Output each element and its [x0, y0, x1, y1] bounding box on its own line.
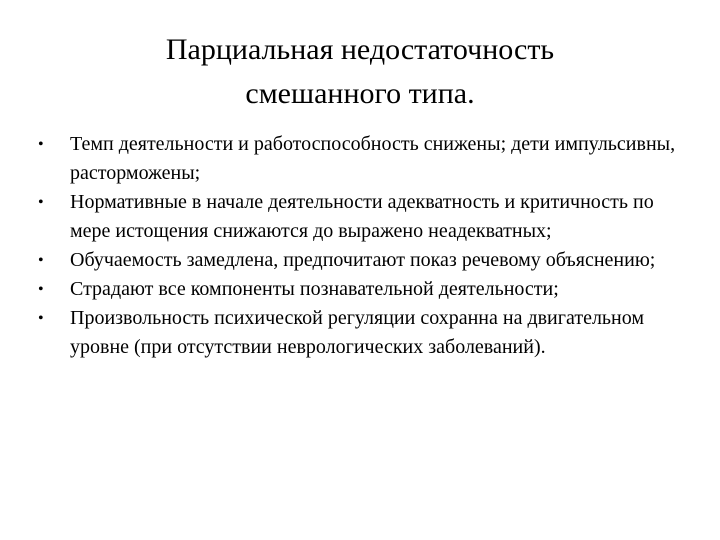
slide-title-line-1: Парциальная недостаточность — [165, 33, 555, 66]
bullet-text: Страдают все компоненты познавательной деятельности; — [70, 278, 559, 300]
bullet-list — [36, 130, 686, 362]
slide-title — [60, 28, 660, 116]
bullet-item — [36, 188, 686, 246]
bullet-item — [36, 130, 686, 188]
bullet-icon: • — [38, 136, 44, 153]
bullet-icon: • — [38, 252, 44, 269]
bullet-text: Нормативные в начале деятельности адекватность и критичность по мере истощения снижаются до выражено неадекватных; — [70, 191, 654, 242]
bullet-icon: • — [38, 194, 44, 211]
bullet-text: Произвольность психической регуляции сохранна на двигательном уровне (при отсутствии неврологических заболеваний). — [70, 307, 645, 358]
bullet-icon: • — [38, 310, 44, 327]
bullet-text: Обучаемость замедлена, предпочитают показ речевому объяснению; — [70, 249, 656, 271]
bullet-text: Темп деятельности и работоспособность снижены; дети импульсивны, расторможены; — [70, 133, 676, 184]
slide-title-line-2: смешанного типа. — [245, 77, 475, 110]
bullet-item — [36, 275, 686, 304]
bullet-icon: • — [38, 281, 44, 298]
bullet-item — [36, 304, 686, 362]
bullet-item — [36, 246, 686, 275]
